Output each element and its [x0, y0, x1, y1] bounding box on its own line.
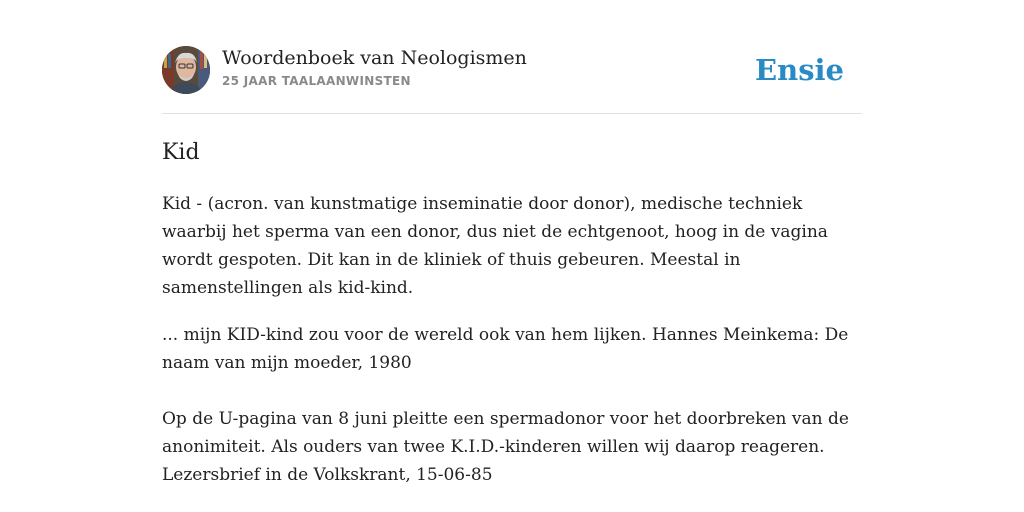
avatar-portrait-icon	[162, 46, 210, 94]
entry-quote: Op de U-pagina van 8 juni pleitte een spermadonor voor het doorbreken van de anonimiteit. Als ouders van twee K.I.D.-kinderen willen wij daarop reageren. Lezersbrief in de Volkskrant, 15-06-85	[162, 409, 849, 485]
entry-quote: ... mijn KID-kind zou voor de wereld ook van hem lijken. Hannes Meinkema: De naam van mijn moeder, 1980	[162, 325, 849, 373]
brand-logo[interactable]: Ensie	[755, 53, 844, 87]
entry-term: Kid	[162, 140, 200, 165]
source-title[interactable]: Woordenboek van Neologismen	[222, 47, 527, 69]
header	[162, 46, 862, 96]
avatar[interactable]	[162, 46, 210, 94]
source-subtitle: 25 JAAR TAALAANWINSTEN	[222, 74, 411, 88]
header-divider	[162, 113, 862, 114]
source-titles	[222, 46, 527, 89]
entry-definition: Kid - (acron. van kunstmatige inseminatie door donor), medische techniek waarbij het sperma van een donor, dus niet de echtgenoot, hoog in de vagina wordt gespoten. Dit kan in de kliniek of thuis gebeuren. Meestal in samenstellingen als kid-kind.	[162, 194, 828, 298]
